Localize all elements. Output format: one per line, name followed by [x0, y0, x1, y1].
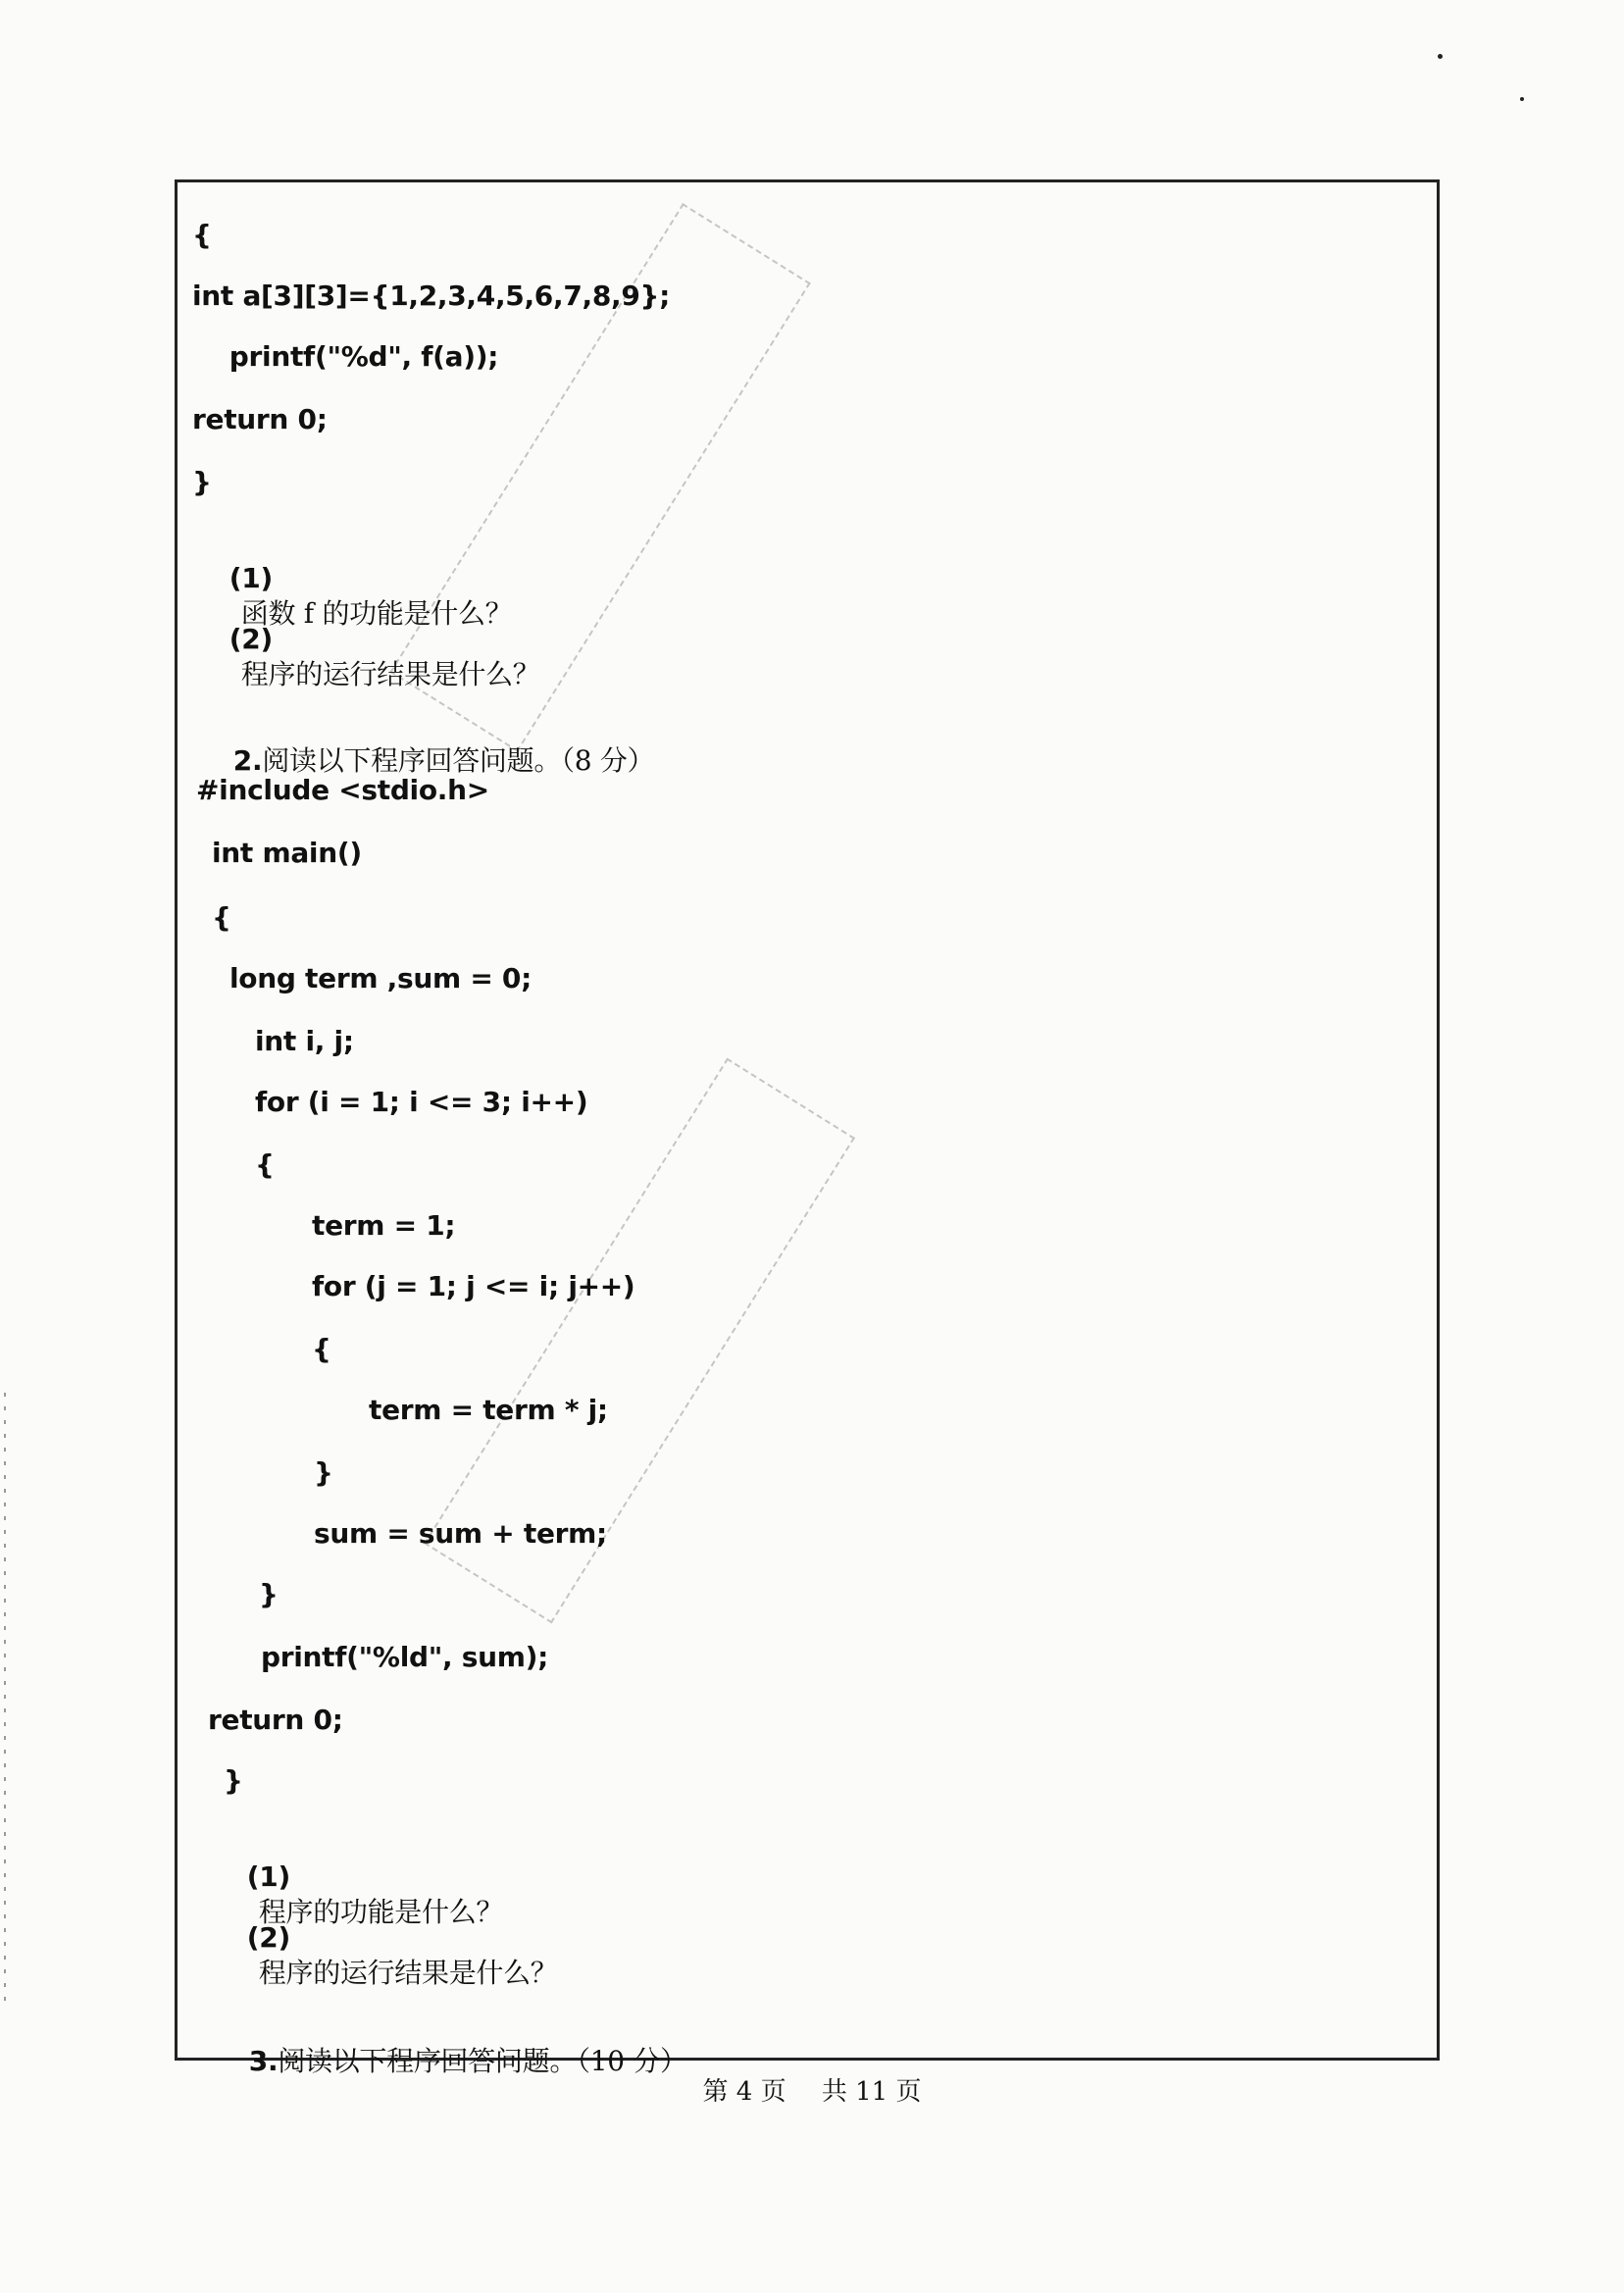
code-line: }	[314, 1456, 333, 1489]
code-line: int main()	[212, 837, 362, 869]
subquestion-text: 程序的运行结果是什么？	[240, 658, 540, 690]
subquestion-number: (1)	[246, 1860, 290, 1893]
page-footer	[0, 2071, 1624, 2108]
question-title: 阅读以下程序回答问题。（8 分）	[262, 744, 655, 777]
subquestion	[192, 586, 540, 728]
code-line: }	[224, 1764, 243, 1797]
code-line: #include <stdio.h>	[196, 774, 489, 806]
scan-speck	[1438, 54, 1443, 59]
code-line: return 0;	[208, 1704, 343, 1736]
subquestion	[210, 1885, 558, 2026]
scan-speck	[1520, 97, 1524, 101]
subquestion-number: (1)	[228, 562, 273, 594]
subquestion-text: 函数 f 的功能是什么？	[240, 597, 513, 630]
code-line: {	[312, 1333, 331, 1365]
question-title: 阅读以下程序回答问题。（10 分）	[278, 2045, 687, 2077]
question-number: 3.	[248, 2045, 279, 2077]
code-line: for (j = 1; j <= i; j++)	[312, 1270, 635, 1302]
code-line: {	[212, 901, 231, 934]
subquestion-number: (2)	[246, 1921, 290, 1954]
code-line: printf("%ld", sum);	[261, 1641, 549, 1673]
code-line: printf("%d", f(a));	[192, 340, 499, 373]
code-line: int a[3][3]={1,2,3,4,5,6,7,8,9};	[192, 280, 671, 312]
code-line: {	[192, 219, 212, 251]
code-line: }	[259, 1578, 279, 1610]
binding-margin	[4, 1393, 6, 2001]
code-line: term = 1;	[312, 1209, 456, 1242]
code-line: term = term * j;	[369, 1394, 608, 1426]
code-line: int i, j;	[255, 1025, 354, 1057]
code-line: sum = sum + term;	[314, 1517, 607, 1550]
code-line: for (i = 1; i <= 3; i++)	[255, 1086, 588, 1118]
subquestion-number: (2)	[228, 623, 273, 655]
code-line: long term ,sum = 0;	[229, 962, 533, 994]
code-line: }	[192, 466, 212, 498]
page-total: 共 11 页	[821, 2077, 922, 2107]
question-number: 2.	[232, 744, 263, 777]
subquestion-text: 程序的功能是什么？	[258, 1896, 504, 1928]
page-number: 第 4 页	[702, 2077, 787, 2107]
subquestion-text: 程序的运行结果是什么？	[258, 1957, 558, 1989]
code-line: return 0;	[192, 403, 328, 435]
code-line: {	[255, 1148, 275, 1181]
